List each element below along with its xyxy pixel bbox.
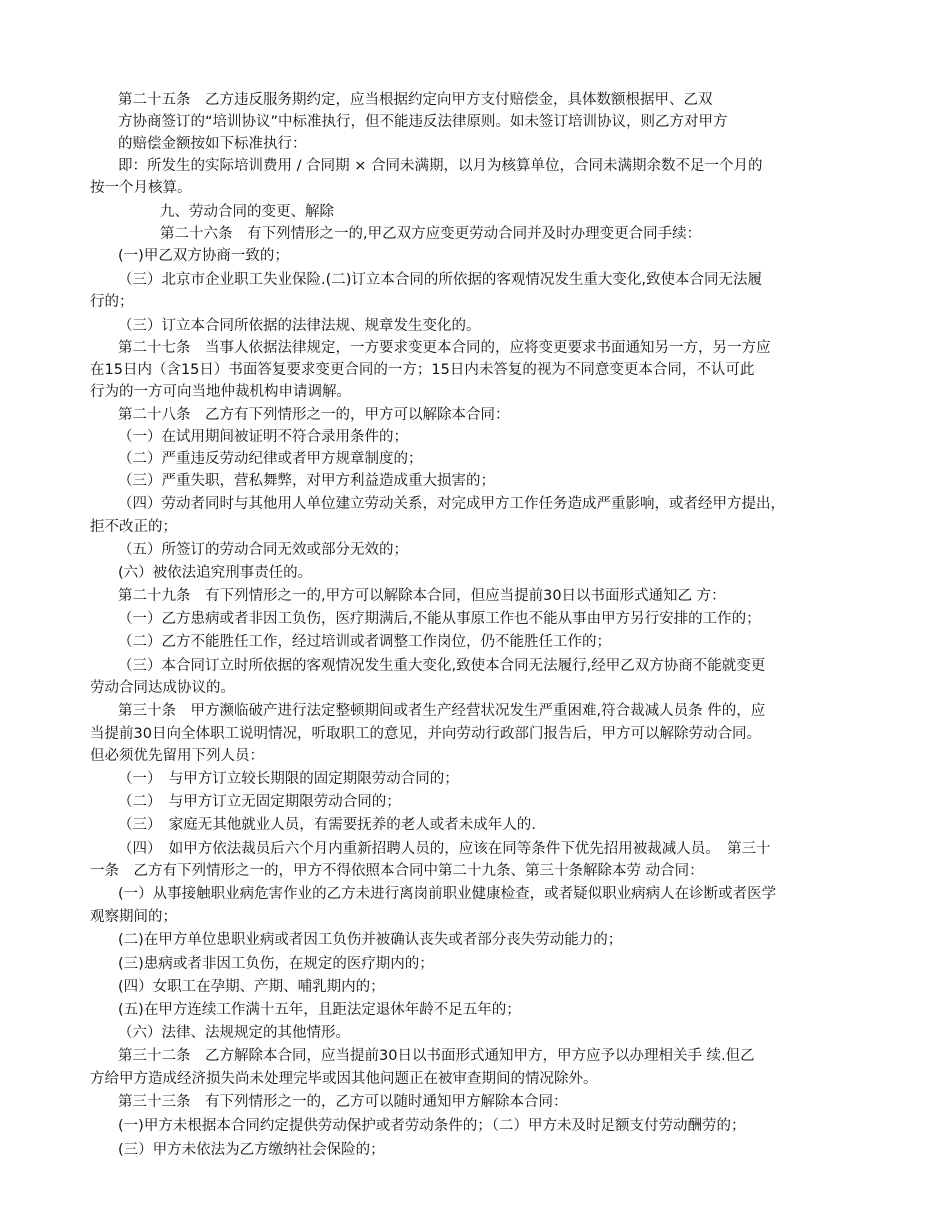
text-line: 行为的一方可向当地仲裁机构申请调解。 <box>90 384 351 400</box>
text-line: 第三十三条 有下列情形之一的，乙方可以随时通知甲方解除本合同： <box>118 1094 568 1110</box>
text-line: （三）订立本合同所依据的法律法规、规章发生变化的。 <box>118 318 481 334</box>
section-heading: 九、劳动合同的变更、解除 <box>160 204 334 220</box>
text-line: （三） 家庭无其他就业人员，有需要抚养的老人或者未成年人的. <box>118 817 536 833</box>
text-line: 的赔偿金额按如下标准执行： <box>118 136 307 152</box>
text-line: (三)患病或者非因工负伤，在规定的医疗期内的； <box>118 956 434 972</box>
text-line: （一）在试用期间被证明不符合录用条件的； <box>118 429 408 445</box>
text-line: 方协商签订的“培训协议”中标准执行，但不能违反法律原则。如未签订培训协议，则乙方对甲方 <box>118 114 728 130</box>
text-line: 但必须优先留用下列人员： <box>90 748 264 764</box>
text-line: （一） 与甲方订立较长期限的固定期限劳动合同的； <box>118 771 459 787</box>
text-line: (一)甲方未根据本合同约定提供劳动保护或者劳动条件的；（二）甲方未及时足额支付劳动酬劳的； <box>118 1118 746 1134</box>
text-line: (三）甲方未依法为乙方缴纳社会保险的； <box>118 1142 385 1158</box>
text-line: 观察期间的； <box>90 909 177 925</box>
text-line: （四） 如甲方依法裁员后六个月内重新招聘人员的，应该在同等条件下优先招用被裁减人员。 第三十 <box>118 841 771 857</box>
text-line: (一)甲乙双方协商一致的； <box>118 248 289 264</box>
text-line: （一）乙方患病或者非因工负伤，医疗期满后,不能从事原工作也不能从事由甲方另行安排的工作的； <box>118 611 761 627</box>
text-line: 第二十五条 乙方违反服务期约定，应当根据约定向甲方支付赔偿金，具体数额根据甲、乙双 <box>118 92 713 108</box>
text-line: 第三十二条 乙方解除本合同，应当提前30日以书面形式通知甲方，甲方应予以办理相关手 续.但乙 <box>118 1048 755 1064</box>
text-line: （二）乙方不能胜任工作，经过培训或者调整工作岗位，仍不能胜任工作的； <box>118 634 611 650</box>
text-line: 第二十九条 有下列情形之一的,甲方可以解除本合同，但应当提前30日以书面形式通知乙 方： <box>118 588 726 604</box>
text-line: （三）本合同订立时所依据的客观情况发生重大变化,致使本合同无法履行,经甲乙双方协商不能就变更 <box>118 658 766 674</box>
text-line: 劳动合同达成协议的。 <box>90 680 235 696</box>
text-line: （三）北京市企业职工失业保险.(二)订立本合同的所依据的客观情况发生重大变化,致使本合同无法履 <box>118 272 763 288</box>
text-line: 当提前30日向全体职工说明情况，听取职工的意见，并向劳动行政部门报告后，甲方可以解除劳动合同。 <box>90 726 761 742</box>
text-line: （二）严重违反劳动纪律或者甲方规章制度的； <box>118 451 423 467</box>
text-line: (二)在甲方单位患职业病或者因工负伤并被确认丧失或者部分丧失劳动能力的； <box>118 932 623 948</box>
text-line: （四）劳动者同时与其他用人单位建立劳动关系，对完成甲方工作任务造成严重影响，或者经甲方提出， <box>118 496 785 512</box>
text-line: 在15日内（含15日）书面答复要求变更合同的一方；15日内未答复的视为不同意变更本合同，不认可此 <box>90 362 755 378</box>
text-line: （五）所签订的劳动合同无效或部分无效的； <box>118 542 408 558</box>
text-line: 一条 乙方有下列情形之一的，甲方不得依照本合同中第二十九条、第三十条解除本劳 动合同： <box>90 863 704 879</box>
text-line: 第二十六条 有下列情形之一的,甲乙双方应变更劳动合同并及时办理变更合同手续： <box>160 226 702 242</box>
text-line: (四）女职工在孕期、产期、哺乳期内的； <box>118 979 385 995</box>
text-line: （三）严重失职，营私舞弊，对甲方利益造成重大损害的； <box>118 473 495 489</box>
text-line: 第二十七条 当事人依据法律规定，一方要求变更本合同的，应将变更要求书面通知另一方，另一方应 <box>118 340 771 356</box>
text-line: 行的； <box>90 294 134 310</box>
text-line: 按一个月核算。 <box>90 180 192 196</box>
text-line: 方给甲方造成经济损失尚未处理完毕或因其他问题正在被审查期间的情况除外。 <box>90 1071 598 1087</box>
text-line: (五)在甲方连续工作满十五年，且距法定退休年龄不足五年的； <box>118 1002 521 1018</box>
text-line: (六）被依法追究刑事责任的。 <box>118 565 313 581</box>
text-line: 拒不改正的； <box>90 519 177 535</box>
text-line: （六）法律、法规规定的其他情形。 <box>118 1025 350 1041</box>
text-line: 第二十八条 乙方有下列情形之一的，甲方可以解除本合同： <box>118 407 510 423</box>
text-line: （二） 与甲方订立无固定期限劳动合同的； <box>118 794 401 810</box>
text-line: (一）从事接触职业病危害作业的乙方未进行离岗前职业健康检查，或者疑似职业病病人在诊断或者医学 <box>118 886 777 902</box>
text-line: 第三十条 甲方濒临破产进行法定整顿期间或者生产经营状况发生严重困难,符合裁减人员条 件的，应 <box>118 703 766 719</box>
text-line: 即：所发生的实际培训费用 / 合同期 × 合同未满期，以月为核算单位，合同未满期余数不足一个月的 <box>118 158 763 174</box>
